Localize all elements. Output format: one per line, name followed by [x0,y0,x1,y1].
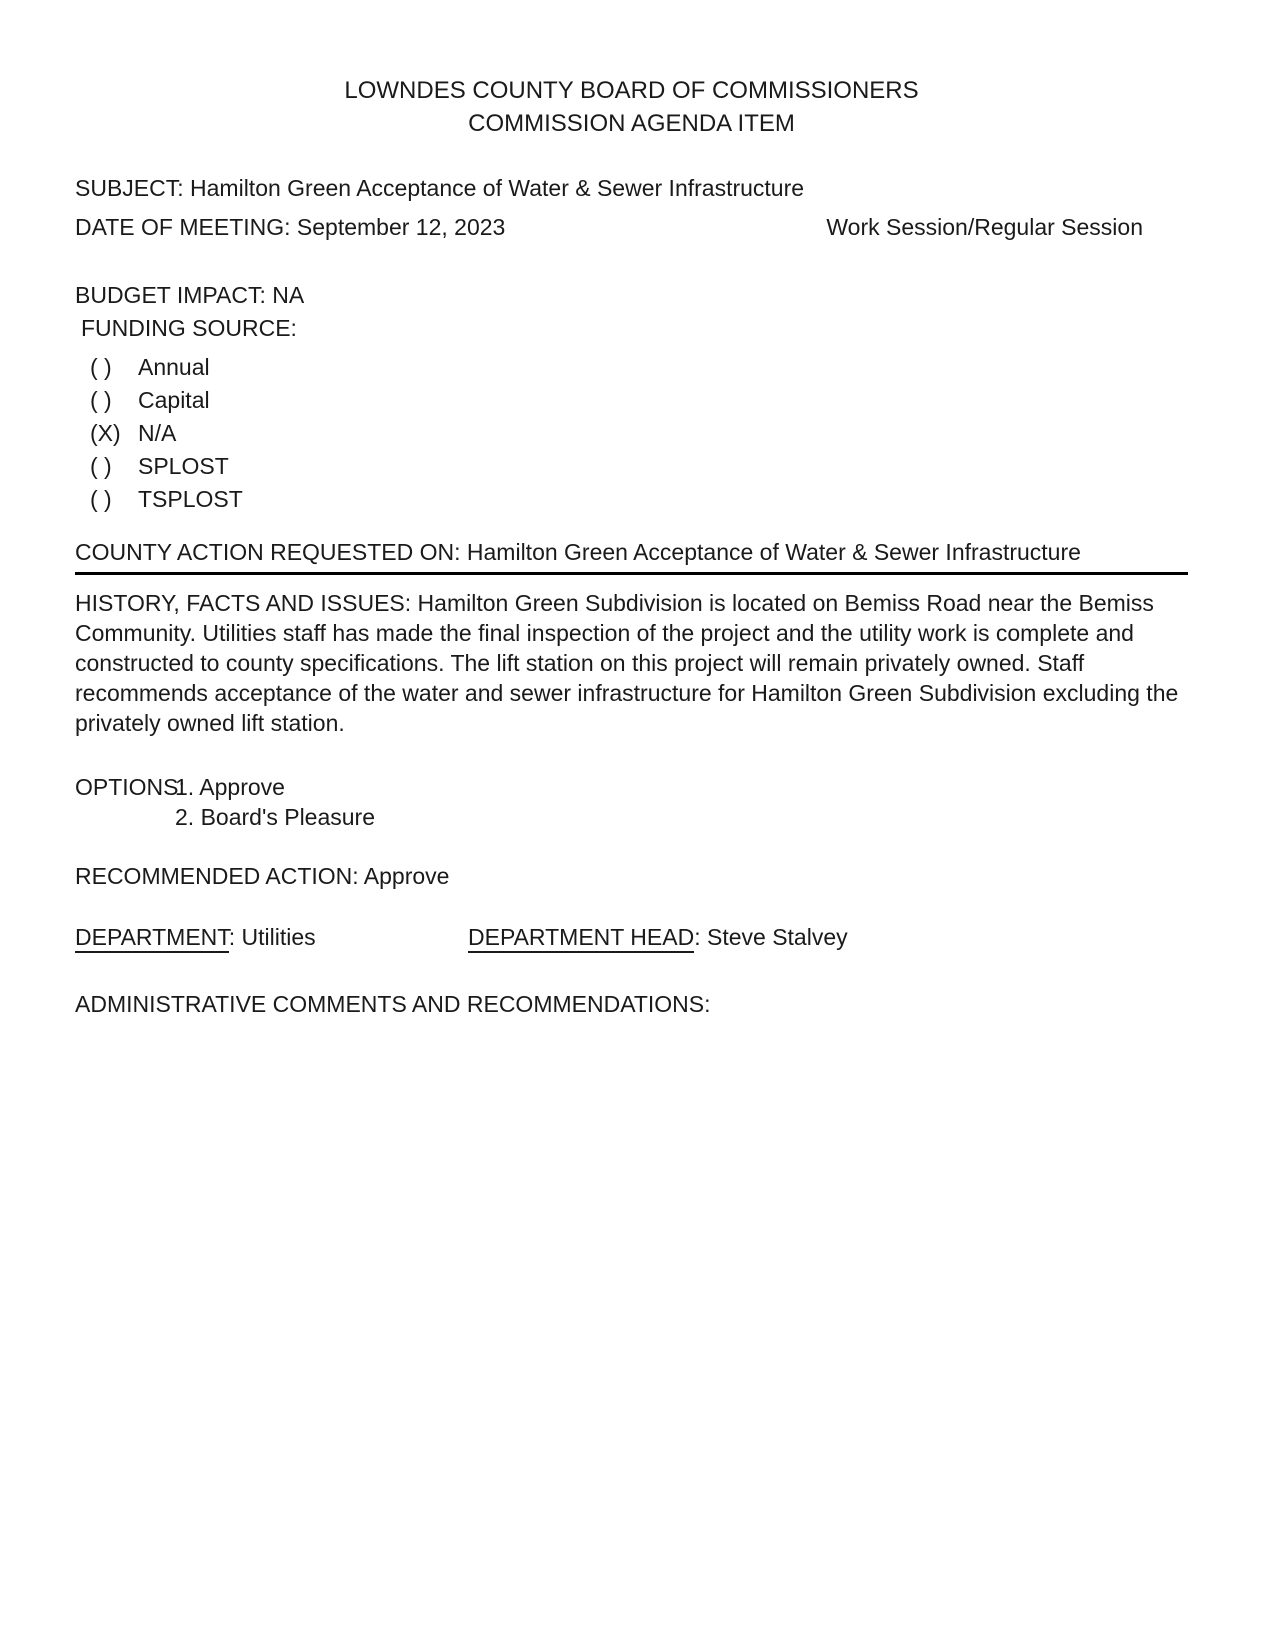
funding-option-label: Annual [138,354,210,380]
checkbox-mark: ( ) [90,486,112,512]
history-facts-issues-paragraph: HISTORY, FACTS AND ISSUES: Hamilton Green Subdivision is located on Bemiss Road near the Bemiss Community. Utilities staff has made the final inspection of the project and the utility work is complete and constructed to county specifications. The lift station on this project will remain privately owned. Staff recommends acceptance of the water and sewer infrastructure for Hamilton Green Subdivision excluding the privately owned lift station. [75,590,1179,736]
date-of-meeting: DATE OF MEETING: September 12, 2023 [75,214,506,240]
department-value: : Utilities [228,924,316,950]
document-title-line2: COMMISSION AGENDA ITEM [468,110,795,137]
recommended-action-line: RECOMMENDED ACTION: Approve [75,863,450,889]
department-label: DEPARTMENT [75,924,229,953]
department-head-label: DEPARTMENT HEAD [468,924,694,953]
funding-option-na [90,417,1188,450]
option-item-boards-pleasure: 2. Board's Pleasure [175,804,376,830]
department-head-value: : Steve Stalvey [694,924,848,950]
checkbox-mark-checked: (X) [90,420,121,446]
document-header [75,74,1188,140]
funding-option-label: TSPLOST [138,486,243,512]
county-action-text: COUNTY ACTION REQUESTED ON: Hamilton Green Acceptance of Water & Sewer Infrastructure [75,539,1081,565]
session-type: Work Session/Regular Session [826,214,1143,240]
funding-option-splost [90,450,1188,483]
funding-option-label: SPLOST [138,453,229,479]
option-item-approve: 1. Approve [175,774,285,800]
document-title-line1: LOWNDES COUNTY BOARD OF COMMISSIONERS [344,77,919,104]
funding-option-annual [90,351,1188,384]
funding-option-tsplost [90,483,1188,516]
options-row [75,772,1188,832]
department-row [75,922,1188,952]
funding-option-capital [90,384,1188,417]
funding-option-label: Capital [138,387,210,413]
administrative-comments-label: ADMINISTRATIVE COMMENTS AND RECOMMENDATIONS: [75,991,711,1017]
checkbox-mark: ( ) [90,354,112,380]
department-head-field [468,922,848,952]
department-field [75,922,468,952]
budget-impact-line: BUDGET IMPACT: NA [75,282,305,308]
meeting-row [75,214,1188,241]
checkbox-mark: ( ) [90,387,112,413]
funding-options-list [75,351,1188,516]
checkbox-mark: ( ) [90,453,112,479]
options-label: OPTIONS: [75,774,185,800]
funding-source-label: FUNDING SOURCE: [81,315,297,341]
subject-line: SUBJECT: Hamilton Green Acceptance of Water & Sewer Infrastructure [75,175,805,201]
options-items [175,772,375,832]
funding-option-label: N/A [138,420,177,446]
county-action-requested-line [75,538,1188,575]
